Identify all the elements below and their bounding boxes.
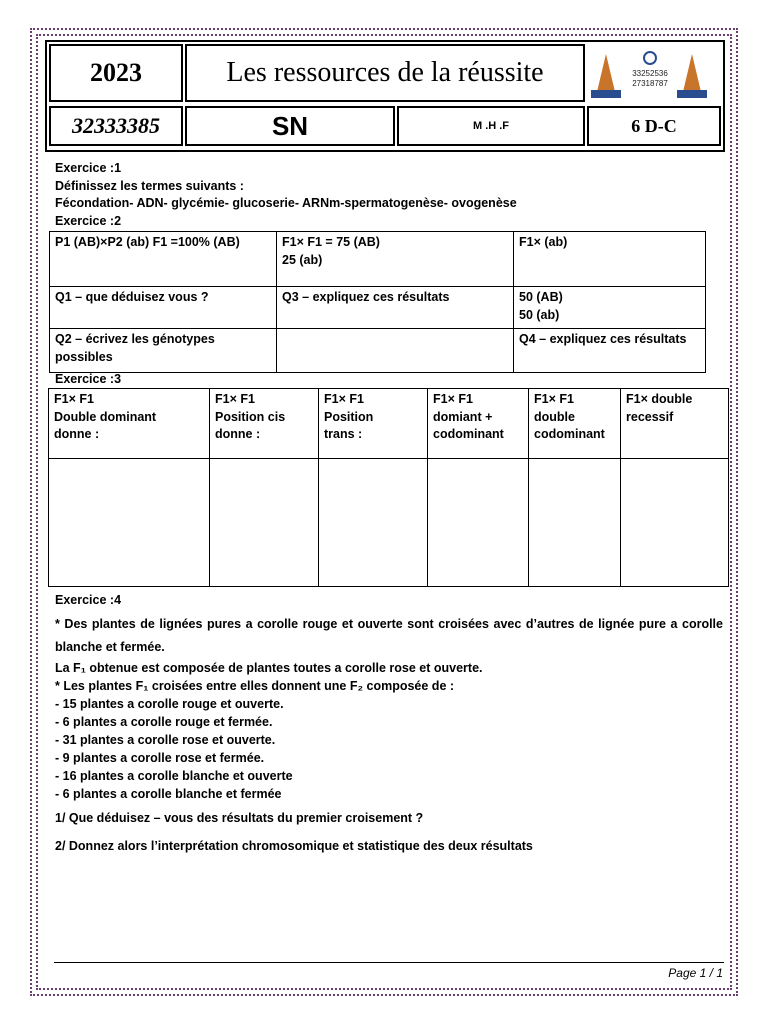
subject-cell [185,106,395,146]
table-cell [621,459,729,587]
list-item: - 15 plantes a corolle rouge et ouverte. [55,697,284,711]
table-row [49,459,729,587]
table-cell [277,329,514,373]
list-item: - 31 plantes a corolle rose et ouverte. [55,733,276,747]
question-2: 2/ Donnez alors l’interprétation chromosomique et statistique des deux résultats [55,839,533,853]
table-cell [319,459,428,587]
exercise-2-title: Exercice :2 [55,213,122,228]
exercise-1-title: Exercice :1 [55,161,122,175]
exercise-3-table [48,388,729,587]
table-cell: Q1 – que déduisez vous ? [50,287,277,329]
title-cell [185,44,585,102]
table-cell [529,459,621,587]
exercise-2-table [49,231,706,373]
list-item: - 6 plantes a corolle rouge et fermée. [55,715,273,729]
question-1: 1/ Que déduisez – vous des résultats du premier croisement ? [55,811,424,825]
author: M .H .F [472,120,510,132]
table-cell: Q2 – écrivez les génotypes possibles [50,329,277,373]
year: 2023 [90,58,142,87]
table-header-cell: F1× F1 Double dominant donne : [49,389,210,459]
exercise-4-intro: * Des plantes de lignées pures a corolle rouge et ouverte sont croisées avec d’autres de lignée pure a corolle blanche et fermée. [55,617,723,654]
list-item: - 16 plantes a corolle blanche et ouverte [55,769,293,783]
author-cell [397,106,585,146]
table-cell: F1× F1 = 75 (AB) 25 (ab) [277,232,514,287]
year-cell [49,44,183,102]
table-cell [210,459,319,587]
class-label: 6 D-C [631,115,677,136]
table-header-cell: F1× F1 Position cis donne : [210,389,319,459]
page-title: Les ressources de la réussite [226,57,544,88]
table-cell [428,459,529,587]
exercise-4-title: Exercice :4 [55,593,122,607]
exercise-1-instruction: Définissez les termes suivants : [55,178,244,193]
exercise-1-terms: Fécondation- ADN- glycémie- glucoserie- ARNm-spermatogenèse- ovogenèse [55,196,517,210]
table-header-cell: F1× F1 Position trans : [319,389,428,459]
table-row [50,287,706,329]
table-header-cell: F1× F1 domiant + codominant [428,389,529,459]
table-header-cell: F1× F1 double codominant [529,389,621,459]
list-item: - 9 plantes a corolle rose et fermée. [55,751,265,765]
table-cell: Q4 – expliquez ces résultats [514,329,706,373]
table-cell: P1 (AB)×P2 (ab) F1 =100% (AB) [50,232,277,287]
exercise-4-f2: * Les plantes F₁ croisées entre elles donnent une F₂ composée de : [55,679,455,693]
table-cell: Q3 – expliquez ces résultats [277,287,514,329]
subject: SN [271,110,309,141]
school-logo [588,46,720,102]
footer-divider [54,962,724,963]
exercise-3-title: Exercice :3 [55,372,122,386]
exercise-1 [55,160,517,230]
phone-number: 32333385 [72,113,160,138]
class-cell [587,106,721,146]
phone-cell [49,106,183,146]
table-cell [49,459,210,587]
logo-phone-1: 33252536 [632,69,668,78]
table-row [50,329,706,373]
table-header-cell: F1× double recessif [621,389,729,459]
exercise-4-f1: La F₁ obtenue est composée de plantes toutes a corolle rose et ouverte. [55,661,483,675]
table-row [50,232,706,287]
table-cell: 50 (AB) 50 (ab) [514,287,706,329]
page-number: Page 1 / 1 [668,966,723,980]
list-item: - 6 plantes a corolle blanche et fermée [55,787,282,801]
table-cell: F1× (ab) [514,232,706,287]
table-row [49,389,729,459]
exercise-4 [55,591,723,855]
logo-phone-2: 27318787 [632,79,668,88]
